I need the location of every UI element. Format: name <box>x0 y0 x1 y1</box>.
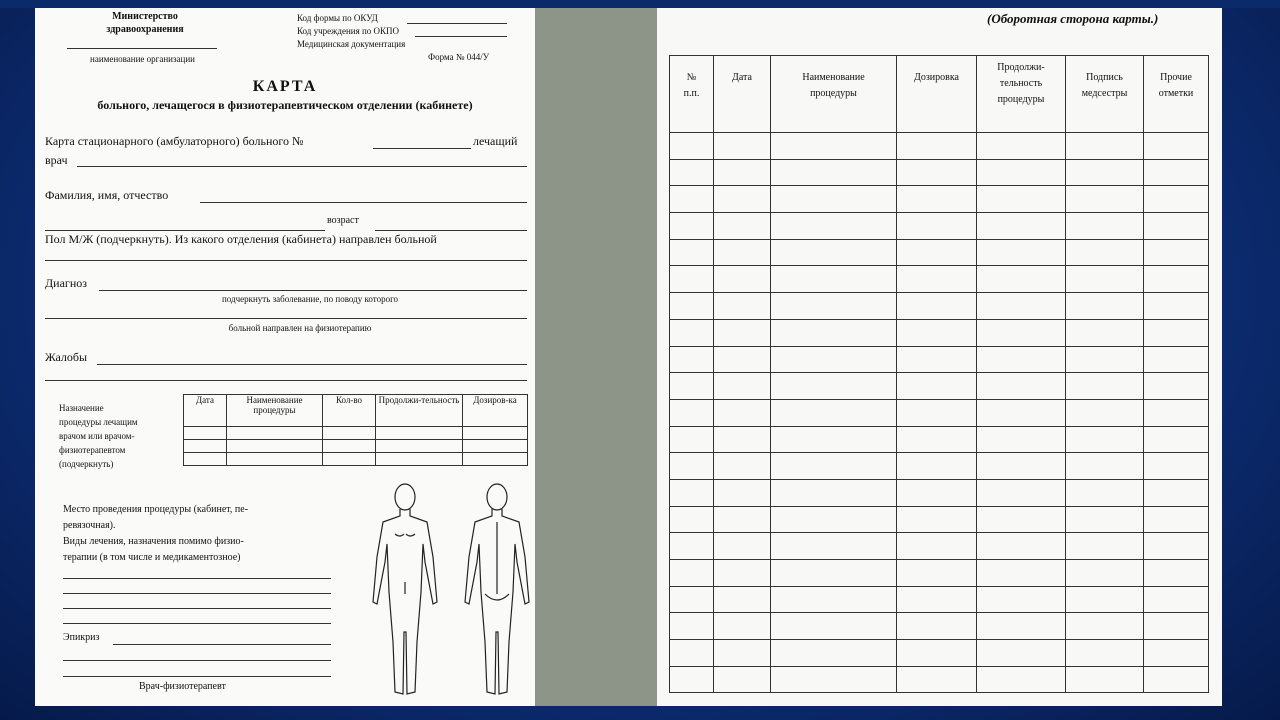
place-line: Место проведения процедуры (кабинет, пе- <box>63 504 249 515</box>
ministry-label-2: здравоохранения <box>106 24 184 35</box>
table-row <box>670 319 1209 346</box>
table-cell[interactable] <box>670 666 714 693</box>
table-cell[interactable] <box>771 560 897 587</box>
table-cell[interactable] <box>977 640 1066 667</box>
table-cell[interactable] <box>714 560 771 587</box>
diagnosis-line-2 <box>45 318 527 319</box>
table-cell[interactable] <box>670 640 714 667</box>
table-cell[interactable] <box>1144 213 1209 240</box>
org-line <box>67 48 217 49</box>
table-cell[interactable] <box>1066 319 1144 346</box>
table-cell[interactable] <box>670 239 714 266</box>
complaints-line-2 <box>45 380 527 381</box>
mini-cell[interactable] <box>227 453 323 466</box>
table-cell[interactable] <box>977 346 1066 373</box>
table-cell[interactable] <box>897 213 977 240</box>
diagnosis-hint-1: подчеркнуть заболевание, по поводу которого <box>221 294 399 304</box>
header-date: Дата <box>714 56 771 133</box>
mini-cell[interactable] <box>323 453 376 466</box>
table-cell[interactable] <box>897 159 977 186</box>
table-cell[interactable] <box>1144 533 1209 560</box>
table-cell[interactable] <box>1066 186 1144 213</box>
table-cell[interactable] <box>670 133 714 160</box>
table-cell[interactable] <box>1066 239 1144 266</box>
epicrisis-label: Эпикриз <box>63 632 100 643</box>
table-cell[interactable] <box>670 453 714 480</box>
table-row <box>670 186 1209 213</box>
table-cell[interactable] <box>977 319 1066 346</box>
mini-cell[interactable] <box>184 427 227 440</box>
table-cell[interactable] <box>771 266 897 293</box>
table-cell[interactable] <box>1066 133 1144 160</box>
table-cell[interactable] <box>771 533 897 560</box>
age-label: возраст <box>327 215 359 226</box>
table-cell[interactable] <box>771 506 897 533</box>
table-cell[interactable] <box>977 159 1066 186</box>
table-cell[interactable] <box>977 293 1066 320</box>
table-cell[interactable] <box>897 560 977 587</box>
table-cell[interactable] <box>897 506 977 533</box>
table-cell[interactable] <box>670 506 714 533</box>
table-row <box>670 640 1209 667</box>
table-cell[interactable] <box>977 373 1066 400</box>
table-cell[interactable] <box>714 186 771 213</box>
table-cell[interactable] <box>714 239 771 266</box>
table-cell[interactable] <box>897 586 977 613</box>
table-cell[interactable] <box>897 399 977 426</box>
table-row <box>670 159 1209 186</box>
table-cell[interactable] <box>977 213 1066 240</box>
table-cell[interactable] <box>714 133 771 160</box>
age-line <box>375 230 527 231</box>
diagnosis-line <box>99 290 527 291</box>
table-row <box>670 399 1209 426</box>
assignment-line: (подчеркнуть) <box>59 459 114 469</box>
table-cell[interactable] <box>670 266 714 293</box>
form-front-page <box>35 8 535 706</box>
table-cell[interactable] <box>977 426 1066 453</box>
table-cell[interactable] <box>771 453 897 480</box>
table-row <box>670 560 1209 587</box>
table-cell[interactable] <box>670 586 714 613</box>
signature-label: Врач-физиотерапевт <box>139 681 226 692</box>
table-row <box>670 533 1209 560</box>
table-cell[interactable] <box>771 239 897 266</box>
table-cell[interactable] <box>897 319 977 346</box>
table-cell[interactable] <box>1066 373 1144 400</box>
table-cell[interactable] <box>977 560 1066 587</box>
mini-cell[interactable] <box>227 427 323 440</box>
assignment-line: процедуры лечащим <box>59 417 138 427</box>
fio-line <box>200 202 527 203</box>
book-gutter <box>535 8 657 706</box>
table-cell[interactable] <box>714 479 771 506</box>
table-cell[interactable] <box>1066 293 1144 320</box>
table-cell[interactable] <box>1144 373 1209 400</box>
table-cell[interactable] <box>670 560 714 587</box>
table-cell[interactable] <box>771 479 897 506</box>
assignment-block <box>59 401 179 471</box>
table-cell[interactable] <box>897 186 977 213</box>
table-cell[interactable] <box>897 613 977 640</box>
header-duration: Продолжи- тельность процедуры <box>977 56 1066 133</box>
table-cell[interactable] <box>771 426 897 453</box>
assignment-line: врачом или врачом- <box>59 431 135 441</box>
treatment-line-4 <box>63 623 331 624</box>
department-line <box>45 260 527 261</box>
table-cell[interactable] <box>1066 399 1144 426</box>
treatment-line-2 <box>63 593 331 594</box>
table-row <box>670 266 1209 293</box>
fio-line-2 <box>45 230 325 231</box>
table-cell[interactable] <box>714 319 771 346</box>
table-cell[interactable] <box>714 266 771 293</box>
table-cell[interactable] <box>670 346 714 373</box>
table-cell[interactable] <box>897 239 977 266</box>
mini-header-duration: Продолжи-тельность <box>376 395 463 427</box>
table-cell[interactable] <box>714 159 771 186</box>
table-cell[interactable] <box>670 613 714 640</box>
diagnosis-hint-2: больной направлен на физиотерапию <box>228 323 372 333</box>
form-number: Форма № 044/У <box>428 52 490 62</box>
table-cell[interactable] <box>897 533 977 560</box>
table-row <box>670 586 1209 613</box>
okpo-label: Код учреждения по ОКПО <box>297 26 400 36</box>
table-row <box>670 133 1209 160</box>
table-row <box>670 613 1209 640</box>
table-row <box>670 293 1209 320</box>
table-cell[interactable] <box>1144 586 1209 613</box>
table-cell[interactable] <box>1144 479 1209 506</box>
mini-cell[interactable] <box>184 453 227 466</box>
table-cell[interactable] <box>771 346 897 373</box>
mini-header-count: Кол-во <box>323 395 376 427</box>
table-cell[interactable] <box>714 453 771 480</box>
table-cell[interactable] <box>1144 159 1209 186</box>
okud-line <box>407 23 507 24</box>
table-cell[interactable] <box>670 399 714 426</box>
card-title: КАРТА <box>252 78 318 95</box>
table-cell[interactable] <box>1144 506 1209 533</box>
table-cell[interactable] <box>1066 426 1144 453</box>
table-cell[interactable] <box>977 239 1066 266</box>
header-nurse-signature: Подпись медсестры <box>1066 56 1144 133</box>
sex-label: Пол М/Ж (подчеркнуть). Из какого отделения (кабинета) направлен больной <box>45 232 437 246</box>
table-cell[interactable] <box>714 666 771 693</box>
table-cell[interactable] <box>897 426 977 453</box>
table-cell[interactable] <box>1066 640 1144 667</box>
place-line: терапии (в том числе и медикаментозное) <box>63 552 241 563</box>
table-cell[interactable] <box>714 293 771 320</box>
body-front-figure-icon <box>365 482 445 704</box>
table-row <box>670 666 1209 693</box>
okpo-line <box>415 36 507 37</box>
complaints-line <box>97 364 527 365</box>
table-cell[interactable] <box>771 666 897 693</box>
place-line: Виды лечения, назначения помимо физио- <box>63 536 244 547</box>
table-cell[interactable] <box>1144 399 1209 426</box>
table-cell[interactable] <box>771 640 897 667</box>
org-label: наименование организации <box>90 54 195 64</box>
attending-label: лечащий <box>473 134 518 148</box>
mini-cell[interactable] <box>376 453 463 466</box>
mini-header-procedure: Наименование процедуры <box>227 395 323 427</box>
table-cell[interactable] <box>670 159 714 186</box>
table-cell[interactable] <box>1066 666 1144 693</box>
table-row <box>670 346 1209 373</box>
table-cell[interactable] <box>771 159 897 186</box>
doctor-line <box>77 166 527 167</box>
table-cell[interactable] <box>670 213 714 240</box>
table-cell[interactable] <box>1066 533 1144 560</box>
table-cell[interactable] <box>771 133 897 160</box>
header-dosage: Дозировка <box>897 56 977 133</box>
table-row <box>670 453 1209 480</box>
table-cell[interactable] <box>670 533 714 560</box>
mini-cell[interactable] <box>376 440 463 453</box>
table-cell[interactable] <box>1066 560 1144 587</box>
table-cell[interactable] <box>977 533 1066 560</box>
header-procedure-name: Наименование процедуры <box>771 56 897 133</box>
table-cell[interactable] <box>670 426 714 453</box>
table-cell[interactable] <box>771 613 897 640</box>
table-cell[interactable] <box>771 293 897 320</box>
table-cell[interactable] <box>897 479 977 506</box>
table-cell[interactable] <box>977 399 1066 426</box>
mini-header-date: Дата <box>184 395 227 427</box>
table-cell[interactable] <box>1066 346 1144 373</box>
body-back-figure-icon <box>457 482 535 704</box>
mini-cell[interactable] <box>463 453 528 466</box>
assignment-line: физиотерапевтом <box>59 445 126 455</box>
epicrisis-line-3 <box>63 676 331 677</box>
table-row <box>670 239 1209 266</box>
diagnosis-label: Диагноз <box>45 276 88 290</box>
table-cell[interactable] <box>1066 613 1144 640</box>
treatment-line-1 <box>63 578 331 579</box>
table-cell[interactable] <box>1144 133 1209 160</box>
table-cell[interactable] <box>1066 586 1144 613</box>
table-cell[interactable] <box>714 346 771 373</box>
okud-label: Код формы по ОКУД <box>297 13 378 23</box>
table-cell[interactable] <box>1066 506 1144 533</box>
table-cell[interactable] <box>771 213 897 240</box>
mini-cell[interactable] <box>184 440 227 453</box>
table-cell[interactable] <box>1066 159 1144 186</box>
header-number: № п.п. <box>670 56 714 133</box>
doctor-label: врач <box>45 153 68 167</box>
table-cell[interactable] <box>977 266 1066 293</box>
table-cell[interactable] <box>1144 293 1209 320</box>
table-row <box>670 426 1209 453</box>
treatment-line-3 <box>63 608 331 609</box>
header-other-notes: Прочие отметки <box>1144 56 1209 133</box>
table-cell[interactable] <box>771 399 897 426</box>
table-cell[interactable] <box>897 640 977 667</box>
table-cell[interactable] <box>1066 479 1144 506</box>
mini-cell[interactable] <box>323 427 376 440</box>
table-cell[interactable] <box>897 293 977 320</box>
procedures-table <box>669 55 1209 693</box>
table-cell[interactable] <box>977 453 1066 480</box>
mini-cell[interactable] <box>463 427 528 440</box>
card-subtitle: больного, лечащегося в физиотерапевтическом отделении (кабинете) <box>97 98 473 112</box>
table-cell[interactable] <box>897 266 977 293</box>
table-cell[interactable] <box>1144 426 1209 453</box>
table-cell[interactable] <box>897 133 977 160</box>
table-cell[interactable] <box>1144 346 1209 373</box>
table-cell[interactable] <box>897 453 977 480</box>
procedures-table-body <box>670 133 1209 693</box>
assignment-line: Назначение <box>59 403 104 413</box>
table-cell[interactable] <box>714 399 771 426</box>
ministry-label: Министерство <box>112 11 178 22</box>
med-doc-label: Медицинская документация <box>297 39 406 49</box>
table-cell[interactable] <box>714 613 771 640</box>
table-cell[interactable] <box>1144 239 1209 266</box>
table-cell[interactable] <box>1144 666 1209 693</box>
epicrisis-line-2 <box>63 660 331 661</box>
complaints-label: Жалобы <box>45 350 88 364</box>
table-cell[interactable] <box>1066 213 1144 240</box>
table-row <box>670 506 1209 533</box>
mini-cell[interactable] <box>227 440 323 453</box>
mini-header-dosage: Дозиров-ка <box>463 395 528 427</box>
table-cell[interactable] <box>771 586 897 613</box>
table-cell[interactable] <box>1144 319 1209 346</box>
table-cell[interactable] <box>714 506 771 533</box>
table-cell[interactable] <box>1144 640 1209 667</box>
place-line: ревязочная). <box>63 520 116 531</box>
table-row <box>670 373 1209 400</box>
table-cell[interactable] <box>1144 560 1209 587</box>
place-block <box>63 502 248 566</box>
table-cell[interactable] <box>977 479 1066 506</box>
table-cell[interactable] <box>771 319 897 346</box>
table-cell[interactable] <box>714 373 771 400</box>
table-cell[interactable] <box>771 373 897 400</box>
card-number-line <box>373 148 471 149</box>
table-cell[interactable] <box>977 613 1066 640</box>
table-cell[interactable] <box>714 213 771 240</box>
table-cell[interactable] <box>714 640 771 667</box>
table-cell[interactable] <box>897 373 977 400</box>
mini-cell[interactable] <box>376 427 463 440</box>
table-cell[interactable] <box>1066 266 1144 293</box>
table-cell[interactable] <box>670 373 714 400</box>
table-cell[interactable] <box>1144 613 1209 640</box>
table-cell[interactable] <box>670 293 714 320</box>
table-cell[interactable] <box>670 319 714 346</box>
table-cell[interactable] <box>1144 453 1209 480</box>
table-cell[interactable] <box>977 666 1066 693</box>
top-frame <box>0 0 1280 8</box>
table-row <box>670 479 1209 506</box>
fio-label: Фамилия, имя, отчество <box>45 188 169 202</box>
form-back-page <box>657 8 1222 706</box>
table-cell[interactable] <box>977 586 1066 613</box>
table-cell[interactable] <box>897 666 977 693</box>
mini-cell[interactable] <box>463 440 528 453</box>
table-row <box>670 213 1209 240</box>
table-cell[interactable] <box>714 426 771 453</box>
card-number-label: Карта стационарного (амбулаторного) больного № <box>45 134 304 148</box>
table-cell[interactable] <box>897 346 977 373</box>
epicrisis-line <box>113 644 331 645</box>
table-cell[interactable] <box>670 479 714 506</box>
table-cell[interactable] <box>977 133 1066 160</box>
table-cell[interactable] <box>977 186 1066 213</box>
assignment-table <box>183 394 528 466</box>
reverse-side-label: (Оборотная сторона карты.) <box>987 11 1159 26</box>
table-cell[interactable] <box>1066 453 1144 480</box>
table-cell[interactable] <box>977 506 1066 533</box>
table-cell[interactable] <box>670 186 714 213</box>
mini-cell[interactable] <box>323 440 376 453</box>
table-cell[interactable] <box>714 533 771 560</box>
table-cell[interactable] <box>1144 266 1209 293</box>
table-cell[interactable] <box>714 586 771 613</box>
table-cell[interactable] <box>771 186 897 213</box>
table-cell[interactable] <box>1144 186 1209 213</box>
